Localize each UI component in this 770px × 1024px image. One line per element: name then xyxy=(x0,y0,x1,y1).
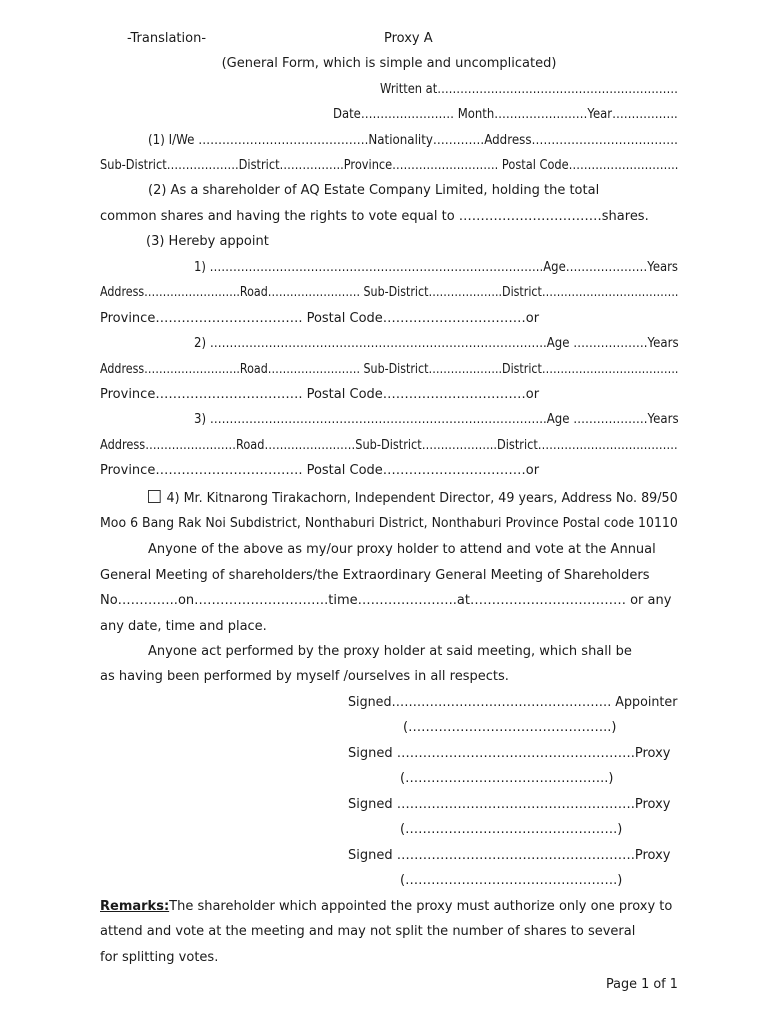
remarks-text: The shareholder which appointed the proxy must authorize only one proxy to xyxy=(169,899,673,914)
proxy-purpose-line-2: General Meeting of shareholders/the Extraordinary General Meeting of Shareholders xyxy=(100,568,650,583)
appointee-1-name-age[interactable]: 1) …………………………………………………………………………..Age…………………Years xyxy=(194,260,679,275)
proxy-name-field-1[interactable]: (………………………………………..) xyxy=(400,771,614,786)
appointee-3-province[interactable]: Province……………………………. Postal Code……………………………or xyxy=(100,463,540,478)
meeting-details-field[interactable]: No…………..on………………………….time…………………..at……………………………… or any xyxy=(100,593,672,608)
appointee-3-name-age[interactable]: 3) …………………………………………………………………………..Age ……………….Years xyxy=(194,412,679,427)
appointee-3-address[interactable]: Address……………………Road……………………Sub-District………………..District………………………………. xyxy=(100,438,678,453)
independent-director-text: 4) Mr. Kitnarong Tirakachorn, Independent Director, 49 years, Address No. 89/50 xyxy=(166,491,678,506)
remarks-line-1 xyxy=(100,899,678,915)
appointer-signature-field[interactable]: Signed……………………………………………. Appointer xyxy=(348,695,678,710)
shares-held-line-2[interactable]: common shares and having the rights to vote equal to ……………………………shares. xyxy=(100,209,649,224)
hereby-appoint-label: (3) Hereby appoint xyxy=(146,234,269,249)
form-subtitle: (General Form, which is simple and uncomplicated) xyxy=(221,56,557,71)
proxy-acts-line-1: Anyone act performed by the proxy holder at said meeting, which shall be xyxy=(148,644,632,659)
proxy-name-field-2[interactable]: (………………………………………….) xyxy=(400,822,623,837)
appointee-1-address[interactable]: Address……………………..Road……………………. Sub-District………………..District………………………………. xyxy=(100,285,679,300)
independent-director-option[interactable] xyxy=(148,490,678,507)
proxy-signature-field-1[interactable]: Signed ……………………………………………….Proxy xyxy=(348,746,671,761)
proxy-name-field-3[interactable]: (………………………………………….) xyxy=(400,873,623,888)
appointee-1-province[interactable]: Province……………………………. Postal Code……………………………or xyxy=(100,311,540,326)
remarks-line-3: for splitting votes. xyxy=(100,950,219,965)
appointee-2-address[interactable]: Address……………………..Road……………………. Sub-District………………..District………………………………. xyxy=(100,362,679,377)
appointer-name-field[interactable]: (………………………………………..) xyxy=(403,720,617,735)
independent-director-checkbox[interactable] xyxy=(148,490,161,503)
appointee-2-province[interactable]: Province……………………………. Postal Code……………………………or xyxy=(100,387,540,402)
page-number: Page 1 of 1 xyxy=(606,977,678,992)
date-field[interactable]: Date…………………… Month……………………Year…………….. xyxy=(333,107,678,122)
proxy-signature-field-2[interactable]: Signed ……………………………………………….Proxy xyxy=(348,797,671,812)
remarks-label: Remarks: xyxy=(100,899,170,914)
shares-held-line-1[interactable]: (2) As a shareholder of AQ Estate Company Limited, holding the total xyxy=(148,183,600,198)
written-at-field[interactable]: Written at……………………………………………………… xyxy=(380,82,678,97)
appointee-2-name-age[interactable]: 2) …………………………………………………………………………..Age ……………….Years xyxy=(194,336,679,351)
proxy-purpose-line-4: any date, time and place. xyxy=(100,619,267,634)
shareholder-info-line-2[interactable]: Sub-District……………….District……………..Province………………………. Postal Code……………………….. xyxy=(100,158,679,173)
translation-label: -Translation- xyxy=(127,31,207,46)
proxy-purpose-line-1: Anyone of the above as my/our proxy holder to attend and vote at the Annual xyxy=(148,542,656,557)
independent-director-address: Moo 6 Bang Rak Noi Subdistrict, Nonthaburi District, Nonthaburi Province Postal code 10110 xyxy=(100,516,678,531)
form-title: Proxy A xyxy=(384,31,433,46)
shareholder-info-line-1[interactable]: (1) I/We …………………………………….Nationality………….Address………………………………. xyxy=(148,133,678,148)
remarks-line-2: attend and vote at the meeting and may not split the number of shares to several xyxy=(100,924,636,939)
proxy-signature-field-3[interactable]: Signed ……………………………………………….Proxy xyxy=(348,848,671,863)
proxy-acts-line-2: as having been performed by myself /ourselves in all respects. xyxy=(100,669,509,684)
